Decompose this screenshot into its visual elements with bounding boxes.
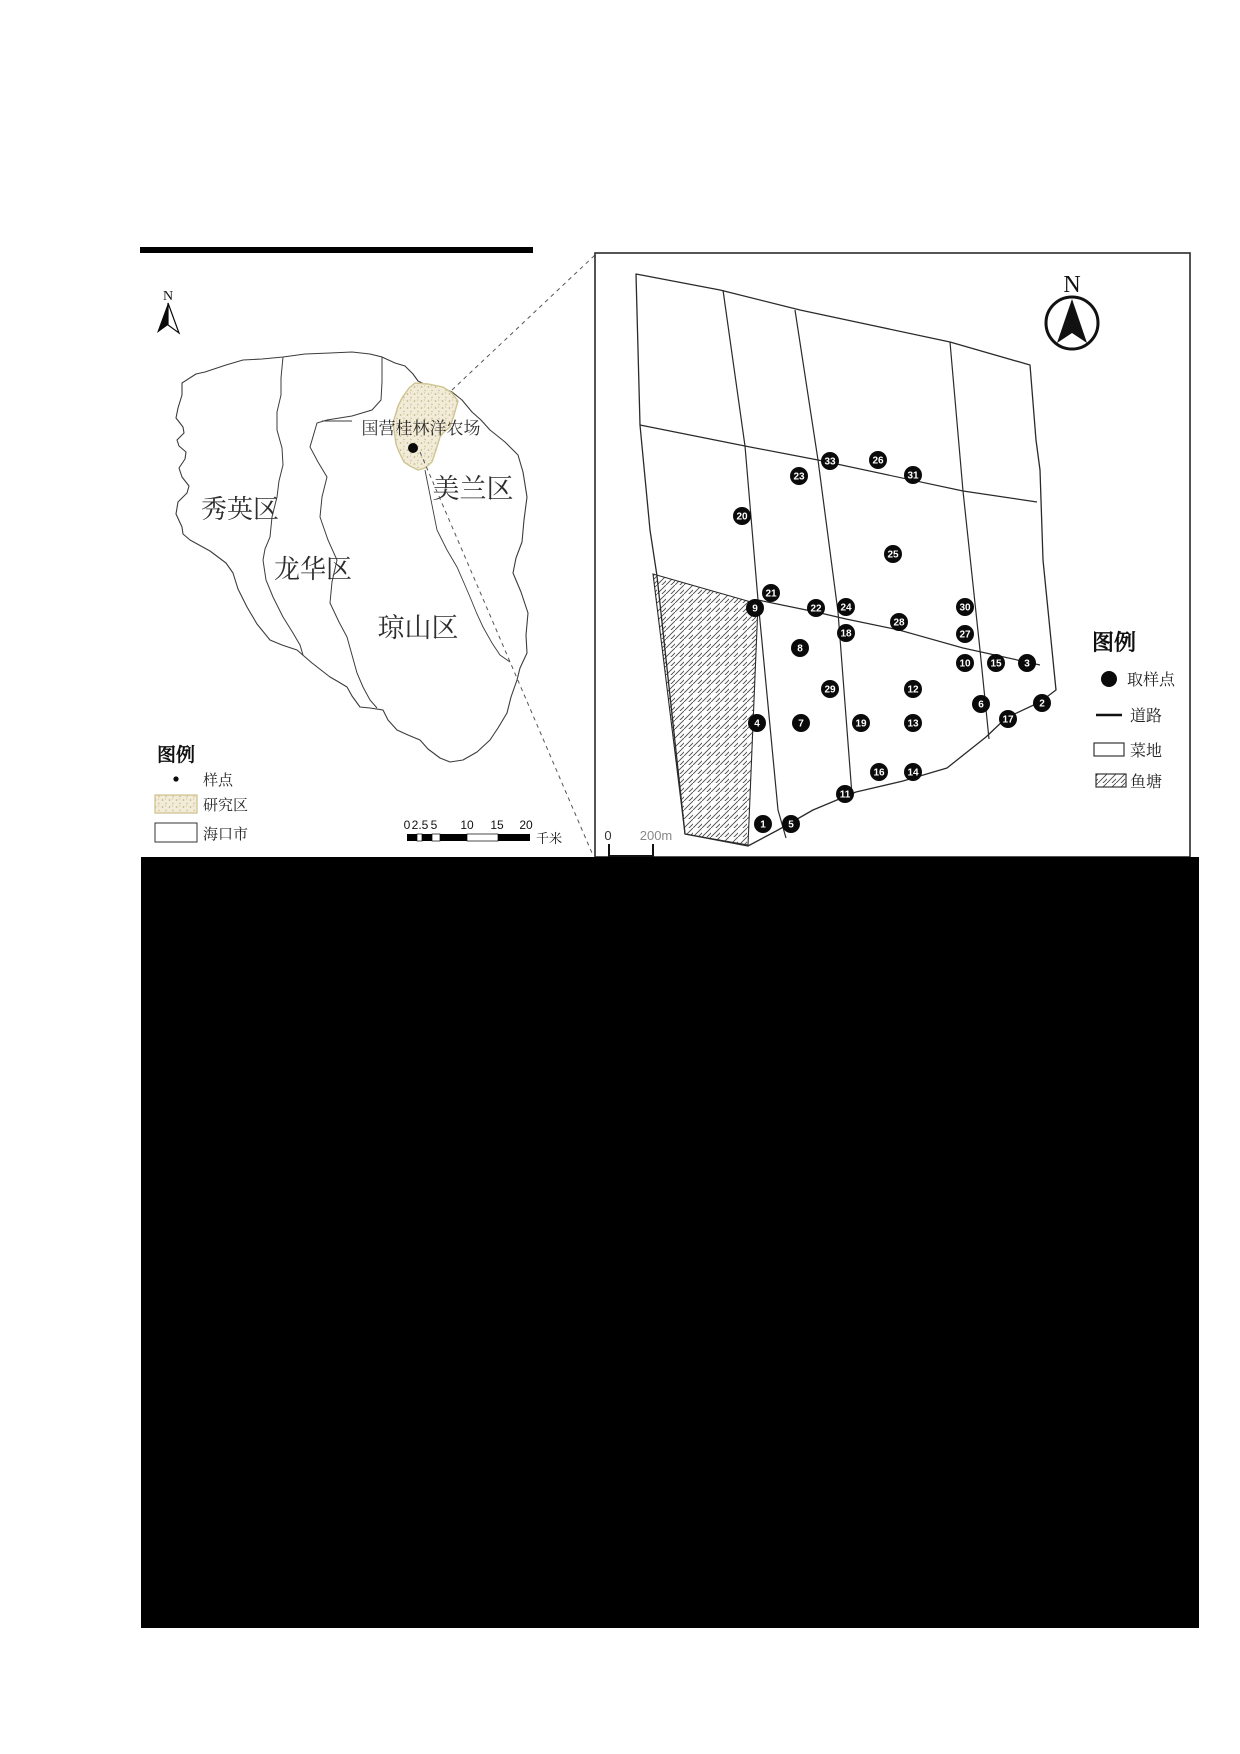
overview-legend-label-city: 海口市: [203, 826, 249, 843]
district-label-qiongshan: 琼山区: [377, 613, 459, 643]
sample-point-23: [790, 467, 808, 485]
sample-dot-swatch: [173, 776, 178, 781]
scale-tick: 10: [460, 818, 474, 832]
scale-tick: 5: [430, 818, 438, 832]
sample-point-number: 29: [824, 684, 836, 696]
sample-point-number: 9: [752, 603, 758, 615]
detail-legend-label-point: 取样点: [1127, 672, 1176, 689]
sample-point-7: [792, 714, 810, 732]
sample-point-number: 1: [760, 819, 766, 831]
study-area-dot: [408, 443, 418, 453]
detail-scale-start: 0: [604, 828, 612, 843]
sample-point-number: 20: [736, 511, 748, 523]
scale-unit: 千米: [536, 831, 563, 846]
sample-point-28: [890, 613, 908, 631]
sample-point-24: [837, 598, 855, 616]
sample-point-number: 14: [907, 767, 919, 779]
sample-point-number: 3: [1024, 658, 1030, 670]
scale-tick: 0: [403, 818, 411, 832]
sample-point-number: 23: [793, 471, 805, 483]
sample-point-number: 17: [1002, 714, 1014, 726]
scale-tick: 20: [519, 818, 533, 832]
redacted-block: [141, 857, 1199, 1628]
sample-point-19: [852, 714, 870, 732]
sample-point-number: 26: [872, 455, 884, 467]
sample-point-13: [904, 714, 922, 732]
sample-point-number: 12: [907, 684, 919, 696]
sample-point-number: 31: [907, 470, 919, 482]
sample-point-number: 13: [907, 718, 919, 730]
sample-point-number: 10: [959, 658, 971, 670]
overview-legend-title: 图例: [157, 745, 196, 766]
sample-point-26: [869, 451, 887, 469]
sample-point-2: [1033, 694, 1051, 712]
district-boundary-longhua-qiongshan: [310, 357, 382, 708]
sample-point-25: [884, 545, 902, 563]
study-area-label: 国营桂林洋农场: [361, 419, 481, 438]
sample-point-4: [748, 714, 766, 732]
detail-legend-label-field: 菜地: [1130, 743, 1163, 760]
city-swatch: [155, 823, 197, 842]
overview-legend-label-study: 研究区: [203, 797, 249, 814]
sample-point-number: 2: [1039, 698, 1045, 710]
inset-connector-top: [452, 255, 595, 390]
sample-point-31: [904, 466, 922, 484]
sample-point-11: [836, 785, 854, 803]
north-letter: N: [1063, 272, 1081, 298]
sample-point-18: [837, 624, 855, 642]
overview-north-arrow: [157, 289, 179, 333]
top-rule: [140, 247, 533, 253]
pond-swatch: [1096, 774, 1126, 787]
district-label-xiuying: 秀英区: [200, 495, 280, 524]
district-label-meilan: 美兰区: [432, 474, 514, 504]
detail-legend-label-pond: 鱼塘: [1130, 774, 1163, 791]
sample-point-30: [956, 598, 974, 616]
overview-legend-label-sample: 样点: [203, 772, 234, 789]
sample-point-9: [746, 599, 764, 617]
sample-point-number: 5: [788, 819, 794, 831]
sample-point-number: 27: [959, 629, 971, 641]
sample-point-29: [821, 680, 839, 698]
sample-point-27: [956, 625, 974, 643]
sample-point-21: [762, 584, 780, 602]
sample-point-number: 8: [797, 643, 803, 655]
sample-point-number: 25: [887, 549, 899, 561]
detail-map-panel: [595, 253, 1190, 857]
sample-point-number: 22: [810, 603, 822, 615]
detail-legend-title: 图例: [1092, 630, 1137, 655]
overview-map-panel: [140, 247, 562, 846]
sample-point-number: 21: [765, 588, 777, 600]
sample-point-16: [870, 763, 888, 781]
sample-point-number: 30: [959, 602, 971, 614]
district-label-longhua: 龙华区: [273, 555, 353, 584]
overview-legend: [155, 743, 248, 843]
sample-point-number: 7: [798, 718, 804, 730]
sample-point-number: 15: [990, 658, 1002, 670]
scale-tick: 2.5: [411, 818, 429, 832]
sample-point-12: [904, 680, 922, 698]
sample-point-number: 11: [839, 789, 851, 801]
sampling-point-swatch: [1101, 671, 1117, 687]
sample-point-15: [987, 654, 1005, 672]
sample-point-number: 6: [978, 699, 984, 711]
scale-tick: 15: [490, 818, 504, 832]
sample-point-1: [754, 815, 772, 833]
sample-point-number: 19: [855, 718, 867, 730]
sample-point-22: [807, 599, 825, 617]
sample-point-number: 28: [893, 617, 905, 629]
inset-connector-bottom: [420, 452, 592, 853]
overview-scale-bar: [404, 818, 562, 846]
sample-point-10: [956, 654, 974, 672]
sample-point-number: 33: [824, 456, 836, 468]
sample-point-5: [782, 815, 800, 833]
sample-point-8: [791, 639, 809, 657]
sample-point-number: 4: [754, 718, 760, 730]
sample-point-20: [733, 507, 751, 525]
study-area-swatch: [155, 795, 197, 813]
sample-point-number: 16: [873, 767, 885, 779]
field-swatch: [1094, 743, 1124, 756]
sample-point-17: [999, 710, 1017, 728]
detail-scale-end: 200m: [639, 828, 673, 843]
sample-point-6: [972, 695, 990, 713]
sample-point-number: 24: [840, 602, 852, 614]
north-letter: N: [162, 289, 174, 304]
detail-legend-label-road: 道路: [1130, 708, 1163, 725]
sample-point-14: [904, 763, 922, 781]
sample-point-33: [821, 452, 839, 470]
sample-point-number: 18: [840, 628, 852, 640]
sample-point-3: [1018, 654, 1036, 672]
